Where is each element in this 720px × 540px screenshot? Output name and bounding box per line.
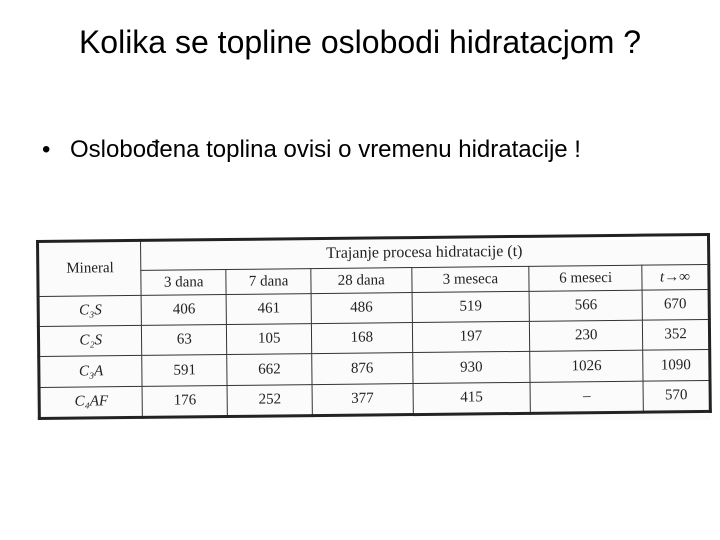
- value-cell: 1026: [530, 351, 643, 382]
- value-cell: 415: [413, 382, 531, 415]
- value-cell: 1090: [643, 350, 710, 381]
- column-header: t→∞: [642, 264, 709, 290]
- bullet-marker: •: [42, 136, 51, 163]
- duration-group-header: Trajanje procesa hidratacije (t): [141, 234, 709, 270]
- value-cell: 105: [227, 324, 312, 355]
- mineral-cell: C₃A: [39, 356, 143, 387]
- value-cell: 352: [642, 320, 709, 351]
- value-cell: 486: [311, 293, 412, 324]
- column-header: 28 dana: [311, 268, 412, 294]
- value-cell: 377: [312, 383, 413, 415]
- value-cell: 876: [312, 353, 413, 384]
- heat-of-hydration-table: [36, 233, 712, 420]
- mineral-cell: C₂S: [38, 326, 142, 357]
- mineral-cell: C₃S: [38, 295, 142, 326]
- value-cell: 591: [142, 355, 227, 386]
- column-header: 3 dana: [141, 270, 226, 296]
- value-cell: 168: [311, 323, 412, 354]
- bullet-text: Oslobođena toplina ovisi o vremenu hidratacije !: [70, 136, 581, 163]
- heat-table-image: [36, 240, 710, 420]
- mineral-cell: C₄AF: [39, 386, 143, 418]
- column-header: 7 dana: [226, 269, 311, 295]
- column-header: 3 meseca: [411, 266, 529, 292]
- table-row: [39, 380, 710, 418]
- mineral-header: Mineral: [38, 240, 142, 296]
- value-cell: 230: [530, 320, 643, 351]
- value-cell: 252: [227, 384, 312, 416]
- value-cell: 197: [412, 322, 530, 353]
- value-cell: 570: [643, 380, 710, 412]
- value-cell: 176: [142, 385, 227, 417]
- value-cell: 566: [529, 290, 642, 321]
- slide-title: Kolika se topline oslobodi hidratacjom ?: [78, 24, 642, 60]
- column-header: 6 meseci: [529, 265, 642, 291]
- value-cell: 461: [226, 294, 311, 325]
- value-cell: 670: [642, 289, 709, 320]
- value-cell: –: [530, 381, 643, 414]
- value-cell: 406: [142, 295, 227, 326]
- value-cell: 930: [412, 352, 530, 383]
- value-cell: 519: [412, 291, 530, 322]
- value-cell: 63: [142, 325, 227, 356]
- value-cell: 662: [227, 354, 312, 385]
